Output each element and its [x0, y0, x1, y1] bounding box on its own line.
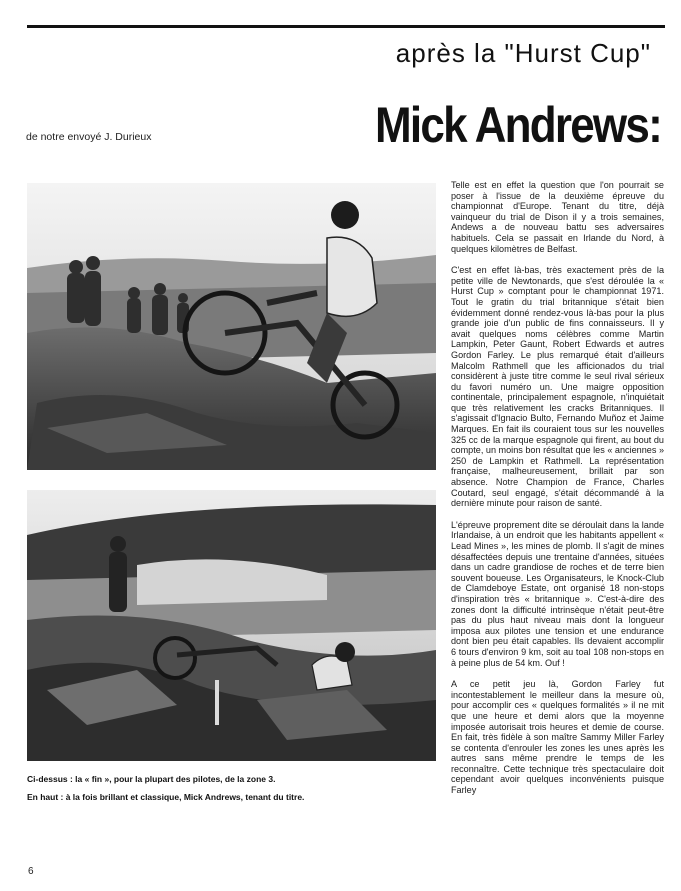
caption-top-photo: En haut : à la fois brillant et classique, Mick Andrews, tenant du titre.: [27, 792, 305, 802]
byline: de notre envoyé J. Durieux: [26, 131, 152, 143]
headline: Mick Andrews:: [374, 97, 661, 153]
article-paragraph: L'épreuve proprement dite se déroulait dans la lande Irlandaise, à un endroit que les habitants appellent « Lead Mines », les mines de plomb. Il s'agit de mines désaffectées depuis une trentaine d'années, situées dans un cadre grandiose de roches et de terre bien souvent boueuse. Les Organisateurs, le Knock-Club de Clamdeboye Estate, ont organisé 18 non-stops d'inspiration très « britannique ». C'est-à-dire des zones dont la difficulté intrinsèque n'était peut-être pas du plus haut niveau mais dont la longueur imposa aux pilotes une tension et une endurance dont bien peu était capables. Ils devaient accomplir 6 tours d'environ 9 km, soit au toal 108 non-stops en à peine plus de 54 km. Ouf !: [451, 519, 664, 668]
article-paragraph: C'est en effet là-bas, très exactement près de la petite ville de Newtonards, que s'est déroulée la « Hurst Cup » comptant pour le championnat 1971. Tout le gratin du trial britannique s'était bien évidemment donné rendez-vous là-bas pour la plus grande joie d'un public de fins connaisseurs. Il y avait quelques noms célèbres comme Martin Lampkin, Peter Gaunt, Robert Edwards et autres Gordon Farley. Le plus remarqué était d'ailleurs Malcolm Rathmell que les afficionados du trial considèrent à juste titre comme le seul rival sérieux du favori numéro un. Une maigre opposition continentale, principalement espagnole, n'inquiétait que très relativement les cracks Britanniques. Il s'agissait d'Ignacio Bulto, Fernando Muñoz et Jaime Marques. En fait ils couraient tous sur les nouvelles 325 cc de la marque espagnole qui firent, au bout du compte, un moins bon résultat que les « anciennes » 250 de Lampkin et Rathmell. La représentation française, malheureusement, brillait par son absence. Notre Champion de France, Charles Coutard, seul engagé, s'était décommandé à la dernière minute pour raison de santé.: [451, 265, 664, 509]
article-column: [451, 180, 664, 807]
page-number: 6: [28, 866, 34, 877]
caption-bottom-photo: Ci-dessus : la « fin », pour la plupart des pilotes, de la zone 3.: [27, 774, 276, 784]
article-paragraph: Telle est en effet la question que l'on pourrait se poser à l'issue de la deuxième épreuve du championnat d'Europe. Tenant du titre, déjà vainqueur du trial de Dison il y a trois semaines, Andews a de nouveau battu ses adversaires habituels. Cela se passait en Irlande du Nord, à quelques kilomètres de Belfast.: [451, 180, 664, 254]
photo-top-rider-on-rock: [27, 183, 436, 470]
kicker-title: après la "Hurst Cup": [395, 38, 651, 68]
photo-bottom-zone-3: [27, 490, 436, 761]
article-paragraph: A ce petit jeu là, Gordon Farley fut incontestablement le meilleur dans la mesure où, pour accomplir ces « quelques formalités » il ne mit que une heure et demi alors que la moyenne imposée autorisait trois heures et demie de course. En fait, très fidèle à son maître Sammy Miller Farley se contenta d'enrouler les zones les unes après les autres sans même prendre le temps de les reconnaître. Cette technique très spectaculaire doit cependant avoir quelques inconvénients puisque Farley: [451, 679, 664, 796]
photo-bottom-image: [27, 490, 436, 761]
top-rule: [27, 25, 665, 28]
photo-top-image: [27, 183, 436, 470]
